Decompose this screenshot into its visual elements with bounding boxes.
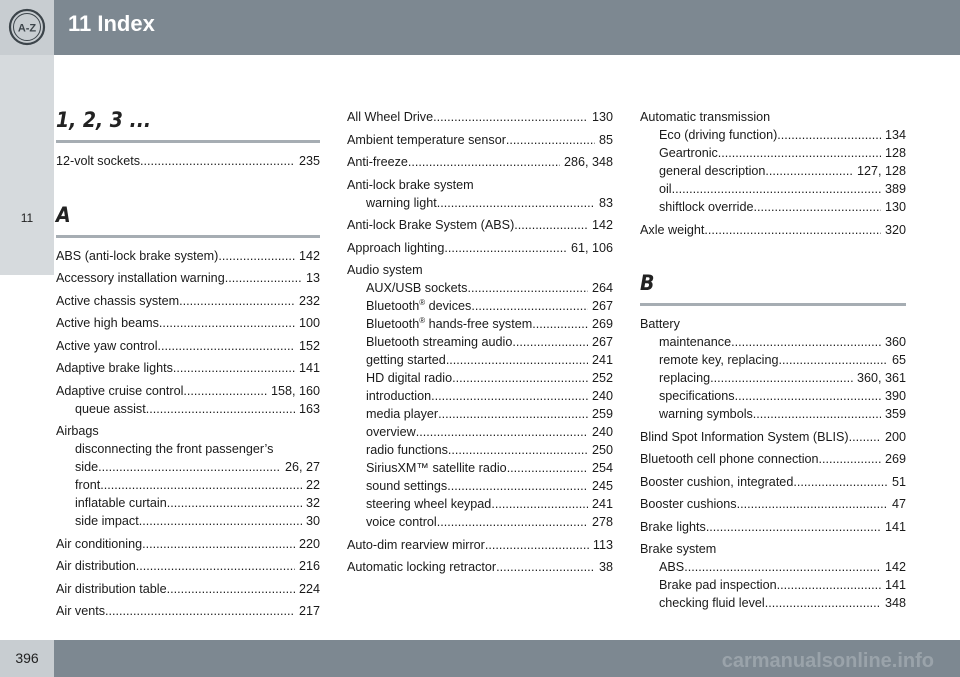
index-entry-group xyxy=(640,315,906,423)
index-entry[interactable]: Booster cushions ..... 47 xyxy=(640,495,906,513)
index-entry[interactable]: Accessory installation warning ..... 13 xyxy=(56,269,320,287)
index-entry[interactable]: Booster cushion, integrated ..... 51 xyxy=(640,473,906,491)
index-entry-group xyxy=(347,261,613,531)
index-entry[interactable]: 12-volt sockets ..... 235 xyxy=(56,152,320,170)
index-entry[interactable]: Auto-dim rearview mirror ..... 113 xyxy=(347,536,613,554)
index-entry-heading: Anti-lock brake system xyxy=(347,177,474,192)
section-tab xyxy=(0,55,54,275)
index-entry[interactable]: Blind Spot Information System (BLIS) ..... 200 xyxy=(640,428,906,446)
logo-text: A-Z xyxy=(17,22,37,35)
watermark: carmanualsonline.info xyxy=(721,650,934,672)
index-column-3 xyxy=(640,108,906,617)
index-subentry[interactable]: remote key, replacing ..... 65 xyxy=(640,351,906,369)
side-tab-strip xyxy=(0,55,54,638)
index-entry[interactable]: Ambient temperature sensor ..... 85 xyxy=(347,131,613,149)
index-entry[interactable]: Active yaw control ..... 152 xyxy=(56,337,320,355)
index-entry-heading: Airbags xyxy=(56,424,99,438)
index-subentry[interactable]: queue assist ..... 163 xyxy=(56,400,320,418)
index-entry[interactable]: Active high beams ..... 100 xyxy=(56,314,320,332)
index-entry[interactable]: Approach lighting ..... 61, 106 xyxy=(347,239,613,257)
index-subentry[interactable]: checking fluid level ..... 348 xyxy=(640,594,906,612)
page-number-box xyxy=(0,640,54,677)
index-subentry[interactable]: warning light ..... 83 xyxy=(347,194,613,212)
index-subentry[interactable]: specifications ..... 390 xyxy=(640,387,906,405)
index-subentry[interactable]: Bluetooth® devices ..... 267 xyxy=(347,297,613,315)
index-entry[interactable]: Air distribution table ..... 224 xyxy=(56,580,320,598)
index-entry[interactable]: Air vents ..... 217 xyxy=(56,602,320,620)
index-entry-heading: Brake system xyxy=(640,542,717,556)
index-entry-heading: Audio system xyxy=(347,263,423,277)
index-subentry[interactable]: media player ..... 259 xyxy=(347,405,613,423)
index-subentry[interactable]: AUX/USB sockets ..... 264 xyxy=(347,279,613,297)
index-entry[interactable]: Active chassis system ..... 232 xyxy=(56,292,320,310)
page-number: 396 xyxy=(15,650,39,666)
index-entry[interactable]: Bluetooth cell phone connection ..... 269 xyxy=(640,450,906,468)
index-entry[interactable]: Axle weight ..... 320 xyxy=(640,221,906,239)
index-entry[interactable]: Air distribution ..... 216 xyxy=(56,557,320,575)
index-subentry[interactable]: replacing ..... 360, 361 xyxy=(640,369,906,387)
index-entry[interactable]: Brake lights ..... 141 xyxy=(640,518,906,536)
index-subentry[interactable]: Bluetooth streaming audio ..... 267 xyxy=(347,333,613,351)
section-rule xyxy=(640,303,906,306)
index-entry[interactable]: Adaptive cruise control ..... 158, 160 xyxy=(56,382,320,400)
index-entry[interactable]: Anti-lock Brake System (ABS) ..... 142 xyxy=(347,216,613,234)
index-entry[interactable]: Automatic locking retractor ..... 38 xyxy=(347,558,613,576)
index-subentry[interactable]: inflatable curtain ..... 32 xyxy=(56,494,320,512)
chapter-title: 11 Index xyxy=(68,11,155,36)
index-logo xyxy=(0,0,54,55)
index-entry-group xyxy=(640,540,906,612)
index-subentry[interactable]: Bluetooth® hands-free system ..... 269 xyxy=(347,315,613,333)
index-subentry[interactable]: shiftlock override ..... 130 xyxy=(640,198,906,216)
index-entry-heading: Battery xyxy=(640,317,680,331)
index-subentry-label: disconnecting the front passenger’s xyxy=(75,442,274,456)
index-subentry[interactable]: overview ..... 240 xyxy=(347,423,613,441)
index-subentry[interactable]: Brake pad inspection ..... 141 xyxy=(640,576,906,594)
section-letter: B xyxy=(640,271,655,295)
index-subentry[interactable]: radio functions ..... 250 xyxy=(347,441,613,459)
index-subentry[interactable]: voice control ..... 278 xyxy=(347,513,613,531)
section-rule xyxy=(56,140,320,143)
index-entry[interactable]: Air conditioning ..... 220 xyxy=(56,535,320,553)
index-subentry[interactable]: introduction ..... 240 xyxy=(347,387,613,405)
index-entry[interactable]: ABS (anti-lock brake system) ..... 142 xyxy=(56,247,320,265)
section-letter: A xyxy=(56,202,71,227)
index-subentry[interactable]: side ..... 26, 27 xyxy=(56,458,320,476)
index-subentry[interactable]: oil ..... 389 xyxy=(640,180,906,198)
index-entry[interactable]: Adaptive brake lights ..... 141 xyxy=(56,359,320,377)
index-entry[interactable]: Anti-freeze ..... 286, 348 xyxy=(347,153,613,171)
index-subentry[interactable]: ABS ..... 142 xyxy=(640,558,906,576)
index-subentry[interactable]: maintenance ..... 360 xyxy=(640,333,906,351)
section-number: 11 xyxy=(20,211,34,225)
index-column-2 xyxy=(347,108,613,581)
page-footer xyxy=(0,640,960,677)
az-index-icon xyxy=(8,8,46,46)
index-entry-group xyxy=(56,422,320,530)
index-entry-group xyxy=(640,108,906,216)
index-entry-heading: Automatic transmission xyxy=(640,110,771,124)
index-column-1 xyxy=(56,108,320,625)
index-subentry[interactable]: warning symbols ..... 359 xyxy=(640,405,906,423)
index-subentry[interactable]: getting started ..... 241 xyxy=(347,351,613,369)
index-subentry[interactable]: HD digital radio ..... 252 xyxy=(347,369,613,387)
index-entry-group xyxy=(56,382,320,418)
index-subentry[interactable]: front ..... 22 xyxy=(56,476,320,494)
index-entry-group xyxy=(347,176,613,212)
section-letter: 1, 2, 3 ... xyxy=(56,108,152,132)
chapter-header xyxy=(0,0,960,55)
index-subentry[interactable]: side impact ..... 30 xyxy=(56,512,320,530)
index-subentry[interactable]: general description ..... 127, 128 xyxy=(640,162,906,180)
index-subentry[interactable]: SiriusXM™ satellite radio ..... 254 xyxy=(347,459,613,477)
index-subentry[interactable]: steering wheel keypad ..... 241 xyxy=(347,495,613,513)
index-subentry[interactable]: Geartronic ..... 128 xyxy=(640,144,906,162)
index-subentry[interactable]: Eco (driving function) ..... 134 xyxy=(640,126,906,144)
index-entry[interactable]: All Wheel Drive ..... 130 xyxy=(347,108,613,126)
section-rule xyxy=(56,235,320,238)
index-subentry[interactable]: sound settings ..... 245 xyxy=(347,477,613,495)
